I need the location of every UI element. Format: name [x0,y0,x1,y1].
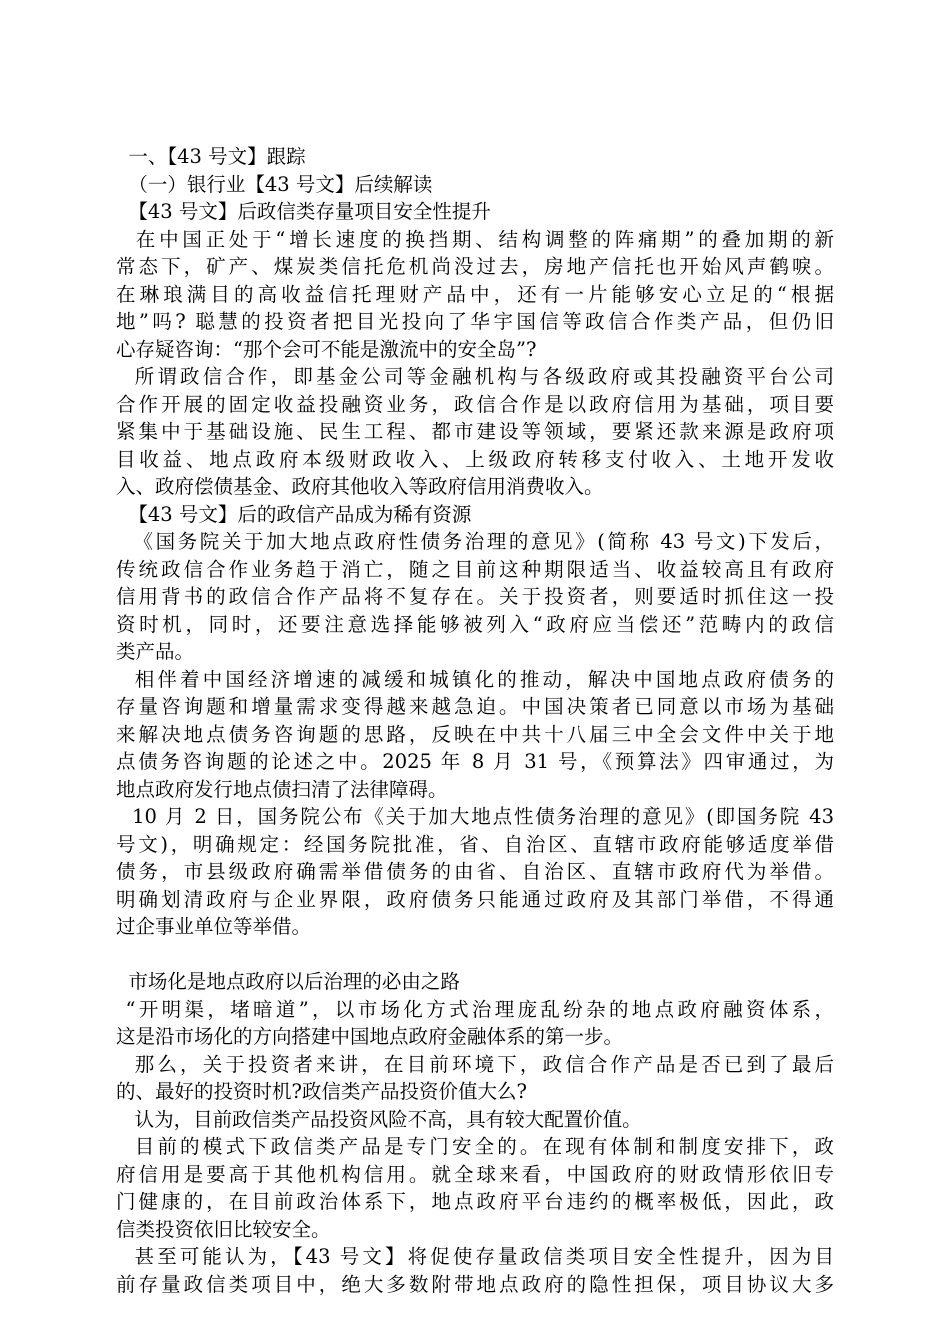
text-line: 门健康的，在目前政治体系下，地点政府平台违约的概率极低，因此，政 [116,1190,834,1213]
text-line: 的、最好的投资时机?政信类产品投资价值大么? [116,1080,527,1103]
text-line: 入、政府偿债基金、政府其他收入等政府信用消费收入。 [116,475,604,498]
text-line: 一、【43 号文】跟踪 [116,145,306,168]
text-line: 常态下，矿产、煤炭类信托危机尚没过去，房地产信托也开始风声鹤唳。 [116,255,834,278]
text-line: 【43 号文】后的政信产品成为稀有资源 [116,502,472,526]
text-line: 市场化是地点政府以后治理的必由之路 [116,970,460,993]
text-line: 认为，目前政信类产品投资风险不高，具有较大配置价值。 [116,1107,642,1131]
text-line: “开明渠，堵暗道”，以市场化方式治理庞乱纷杂的地点政府融资体系， [116,997,834,1021]
text-line: 这是沿市场化的方向搭建中国地点政府金融体系的第一步。 [116,1025,624,1048]
text-line: 合作开展的固定收益投融资业务，政信合作是以政府信用为基础，项目要 [116,392,834,416]
text-line: （一）银行业【43 号文】后续解读 [116,172,433,196]
text-line: 目前的模式下政信类产品是专门安全的。在现有体制和制度安排下，政 [116,1135,834,1158]
text-line: 在中国正处于“增长速度的换挡期、结构调整的阵痛期”的叠加期的新 [116,227,834,251]
text-line: 10 月 2 日，国务院公布《关于加大地点性债务治理的意见》(即国务院 43 [116,805,834,828]
text-line: 来解决地点债务咨询题的思路，反映在中共十八届三中全会文件中关于地 [116,722,834,746]
text-line: 《国务院关于加大地点政府性债务治理的意见》(简称 43 号文)下发后， [116,530,834,553]
text-line: 目收益、地点政府本级财政收入、上级政府转移支付收入、土地开发收 [116,447,834,471]
text-line: 点债务咨询题的论述之中。2025 年 8 月 31 号，《预算法》四审通过，为 [116,750,834,773]
document-body [116,143,834,1298]
text-line: 资时机，同时，还要注意选择能够被列入“政府应当偿还”范畴内的政信 [116,612,834,636]
text-line: 相伴着中国经济增速的减缓和城镇化的推动，解决中国地点政府债务的 [116,667,834,691]
text-line: 传统政信合作业务趋于消亡，随之目前这种期限适当、收益较高且有政府 [116,557,834,581]
text-line: 存量咨询题和增量需求变得越来越急迫。中国决策者已同意以市场为基础 [116,695,834,718]
text-line: 甚至可能认为，【43 号文】将促使存量政信类项目安全性提升，因为目 [116,1245,834,1268]
text-line: 过企事业单位等举借。 [116,915,312,938]
text-line: 紧集中于基础设施、民生工程、都市建设等领域，要紧还款来源是政府项 [116,420,834,443]
text-line: 【43 号文】后政信类存量项目安全性提升 [116,200,491,223]
text-line: 号文)，明确规定：经国务院批准，省、自治区、直辖市政府能够适度举借 [116,832,834,856]
text-line: 心存疑咨询：“那个会可不能是激流中的安全岛”? [116,337,537,361]
text-line: 地”吗? 聪慧的投资者把目光投向了华宇国信等政信合作类产品，但仍旧 [116,310,834,333]
blank-line [116,941,834,969]
text-line: 在琳琅满目的高收益信托理财产品中，还有一片能够安心立足的“根据 [116,282,834,306]
text-line: 地点政府发行地点债扫清了法律障碍。 [116,777,448,801]
text-line: 信用背书的政信合作产品将不复存在。关于投资者，则要适时抓住这一投 [116,585,834,608]
text-line: 明确划清政府与企业界限，政府债务只能通过政府及其部门举借，不得通 [116,887,834,911]
text-line: 府信用是要高于其他机构信用。就全球来看，中国政府的财政情形依旧专 [116,1162,834,1186]
text-line: 所谓政信合作，即基金公司等金融机构与各级政府或其投融资平台公司 [116,365,834,388]
text-line: 信类投资依旧比较安全。 [116,1217,331,1241]
text-line: 债务，市县级政府确需举借债务的由省、自治区、直辖市政府代为举借。 [116,860,834,883]
text-line: 那么，关于投资者来讲，在目前环境下，政信合作产品是否已到了最后 [116,1052,834,1076]
text-line: 类产品。 [116,640,195,663]
text-line: 前存量政信类项目中，绝大多数附带地点政府的隐性担保，项目协议大多 [116,1272,834,1296]
